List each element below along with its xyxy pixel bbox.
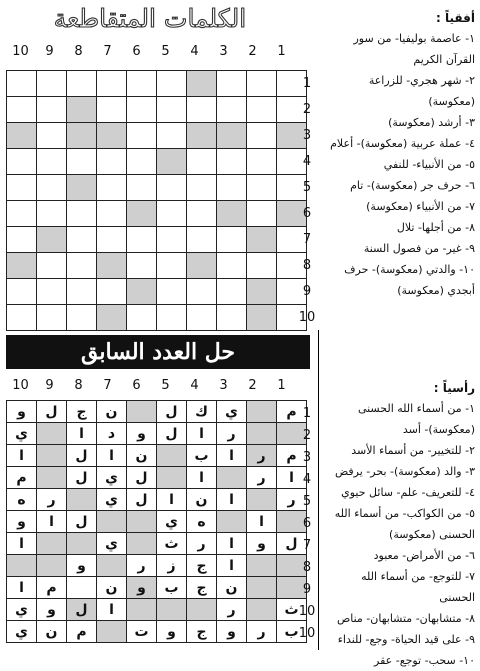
puzzle-cell-blocked [127,201,157,227]
puzzle-cell[interactable] [217,227,247,253]
clue-line: ١٠- والدتي (معكوسة)- حرف [344,263,475,276]
solution-cell: ر [277,489,307,511]
row-number: 10 [298,626,316,641]
puzzle-cell[interactable] [247,201,277,227]
solution-cell [37,423,67,445]
puzzle-cell[interactable] [97,279,127,305]
solution-cell: و [157,621,187,643]
row-number: 2 [302,428,312,443]
solution-cell [217,511,247,533]
row-number: 10 [298,310,316,325]
solution-cell: و [7,401,37,423]
puzzle-cell-blocked [67,123,97,149]
solution-cell: ه [187,511,217,533]
solution-cell: ل [127,467,157,489]
puzzle-cell[interactable] [67,71,97,97]
puzzle-cell-blocked [217,201,247,227]
solution-cell [217,467,247,489]
clue-line: ٧- للتوجع- من أسماء الله [361,570,475,583]
solution-cell [67,533,97,555]
puzzle-cell[interactable] [127,305,157,331]
solution-cell: ل [67,599,97,621]
column-number: 1 [277,378,286,393]
puzzle-cell[interactable] [7,175,37,201]
puzzle-cell[interactable] [7,97,37,123]
puzzle-cell-blocked [37,227,67,253]
solution-cell: ي [97,467,127,489]
solution-cell: ك [187,401,217,423]
solution-cell: ا [217,533,247,555]
solution-cell [157,467,187,489]
row-number: 5 [302,494,312,509]
solution-cell [127,511,157,533]
solution-cell: ن [37,621,67,643]
solution-cell: م [37,577,67,599]
solution-cell [37,555,67,577]
page-title: الكلمات المتقاطعة [53,4,247,33]
solution-cell: م [7,467,37,489]
clue-line: ٩- على قيد الحياة- وجع- للنداء [337,633,475,646]
puzzle-cell[interactable] [67,149,97,175]
puzzle-cell[interactable] [187,175,217,201]
solution-cell: ث [277,599,307,621]
solution-cell [97,621,127,643]
puzzle-cell[interactable] [127,175,157,201]
solution-cell: ر [127,555,157,577]
solution-cell: ج [187,577,217,599]
solution-cell [37,467,67,489]
solution-cell: ا [7,533,37,555]
solution-cell: د [97,423,127,445]
clue-line: ٤- عملة عربية (معكوسة)- أعلام [330,137,475,150]
puzzle-cell-blocked [247,279,277,305]
row-number: 3 [302,128,312,143]
clues-down-heading: رأسياً : [433,381,475,395]
column-number: 9 [45,378,54,393]
solution-cell [97,555,127,577]
solution-cell: ل [67,467,97,489]
puzzle-cell-blocked [187,71,217,97]
column-number: 10 [12,44,29,59]
solution-cell: ر [37,489,67,511]
puzzle-cell[interactable] [37,253,67,279]
solution-cell: و [247,533,277,555]
row-number: 9 [302,582,312,597]
puzzle-cell[interactable] [247,175,277,201]
puzzle-cell[interactable] [97,71,127,97]
puzzle-cell[interactable] [127,97,157,123]
puzzle-cell[interactable] [217,305,247,331]
solution-cell: ا [217,555,247,577]
clue-line: الحسنى [439,591,475,604]
solution-cell: ز [157,555,187,577]
previous-solution-banner: حل العدد السابق [6,335,310,369]
puzzle-cell[interactable] [157,97,187,123]
puzzle-cell[interactable] [217,149,247,175]
clue-line: ٢- شهر هجري- للزراعة (معكوسة) [368,74,475,108]
solution-cell: ل [67,511,97,533]
clue-line: ١٠- سحب- توجع- عقر [374,654,475,667]
clue-line: ٤- للتعريف- علم- سائل حيوي [341,486,475,499]
solution-cell [7,555,37,577]
puzzle-cell[interactable] [37,71,67,97]
puzzle-cell[interactable] [157,305,187,331]
solution-cell [157,599,187,621]
row-number: 8 [302,560,312,575]
row-number: 5 [302,180,312,195]
puzzle-cell[interactable] [187,97,217,123]
solution-cell: م [277,445,307,467]
puzzle-cell[interactable] [217,253,247,279]
solution-cell: ن [217,577,247,599]
puzzle-cell[interactable] [157,71,187,97]
solution-cell: ا [67,423,97,445]
solution-cell: ا [7,577,37,599]
puzzle-cell-blocked [157,149,187,175]
puzzle-cell-blocked [7,253,37,279]
puzzle-cell[interactable] [37,175,67,201]
clue-line: ٦- حرف جر (معكوسة)- تام [350,179,475,192]
solution-cell: ن [187,489,217,511]
puzzle-cell[interactable] [247,123,277,149]
puzzle-cell[interactable] [37,97,67,123]
puzzle-cell[interactable] [157,123,187,149]
puzzle-cell[interactable] [67,227,97,253]
column-divider [318,330,319,650]
solution-cell [127,599,157,621]
solution-cell: و [7,511,37,533]
row-number: 7 [302,538,312,553]
row-number: 1 [302,76,312,91]
puzzle-cell-blocked [97,123,127,149]
clue-line: ٦- من الأمراض- معبود [373,549,475,562]
solution-cell: ا [247,511,277,533]
solution-cell: ر [247,445,277,467]
puzzle-column-numbers [6,44,296,59]
puzzle-cell[interactable] [67,279,97,305]
solution-cell: ج [187,555,217,577]
puzzle-cell[interactable] [37,279,67,305]
solution-cell: ي [217,401,247,423]
solution-cell: ر [247,467,277,489]
solution-cell: ل [67,445,97,467]
puzzle-cell[interactable] [247,97,277,123]
solution-cell: ي [7,621,37,643]
solution-cell: ي [7,423,37,445]
column-number: 6 [132,44,141,59]
puzzle-cell-blocked [97,305,127,331]
puzzle-cell[interactable] [247,71,277,97]
solution-cell: ا [217,489,247,511]
solution-cell: ج [67,401,97,423]
solution-cell [157,445,187,467]
clue-line: القرآن الكريم [413,53,475,66]
solution-cell [127,401,157,423]
column-number: 4 [190,44,199,59]
solution-cell: ه [7,489,37,511]
column-number: 7 [103,378,112,393]
solution-cell: م [67,621,97,643]
column-number: 1 [277,44,286,59]
solution-cell [37,445,67,467]
row-number: 6 [302,206,312,221]
puzzle-cell[interactable] [7,201,37,227]
puzzle-cell[interactable] [7,227,37,253]
row-number: 10 [298,604,316,619]
clue-line: ٢- للتخيير- من أسماء الأسد [351,444,475,457]
clues-across [320,8,475,301]
row-number: 9 [302,284,312,299]
puzzle-cell[interactable] [187,305,217,331]
column-number: 9 [45,44,54,59]
puzzle-cell[interactable] [217,175,247,201]
column-number: 7 [103,44,112,59]
puzzle-cell[interactable] [187,279,217,305]
solution-cell: ل [157,423,187,445]
column-number: 8 [74,378,83,393]
column-number: 2 [248,378,257,393]
solution-cell: ب [157,577,187,599]
puzzle-cell[interactable] [7,305,37,331]
clue-line: أبجدي (معكوسة) [397,284,475,297]
puzzle-cell[interactable] [67,201,97,227]
solution-cell: ث [157,533,187,555]
puzzle-cell-blocked [247,305,277,331]
row-number: 1 [302,406,312,421]
solution-cell [67,489,97,511]
clue-line: ٧- من الأنبياء (معكوسة) [366,200,475,213]
solution-cell: ي [157,511,187,533]
clue-line: (معكوسة)- أسد [402,423,475,436]
puzzle-cell-blocked [187,123,217,149]
column-number: 10 [12,378,29,393]
solution-cell [37,533,67,555]
puzzle-cell-blocked [217,123,247,149]
clue-line: ١- عاصمة بوليفيا- من سور [353,32,475,45]
solution-cell: ا [37,511,67,533]
puzzle-cell[interactable] [157,227,187,253]
solution-cell [247,489,277,511]
column-number: 3 [219,44,228,59]
puzzle-cell-blocked [247,227,277,253]
puzzle-cell[interactable] [67,305,97,331]
solution-cell: ن [97,401,127,423]
puzzle-cell[interactable] [217,279,247,305]
puzzle-cell[interactable] [97,149,127,175]
solution-cell: ا [97,599,127,621]
puzzle-cell-blocked [67,97,97,123]
solution-cell: و [67,555,97,577]
column-number: 3 [219,378,228,393]
clue-line: ٥- من الأنبياء- للنفي [383,158,475,171]
solution-cell: ر [187,533,217,555]
solution-cell: ا [217,445,247,467]
column-number: 6 [132,378,141,393]
solution-cell: ل [277,533,307,555]
solution-cell: ل [37,401,67,423]
puzzle-cell[interactable] [67,253,97,279]
solution-cell [247,423,277,445]
solution-cell: ا [7,445,37,467]
row-number: 4 [302,472,312,487]
solution-cell: ي [97,533,127,555]
row-number: 2 [302,102,312,117]
puzzle-cell-blocked [97,253,127,279]
solution-grid [6,400,307,643]
solution-column-numbers [6,378,296,393]
puzzle-cell[interactable] [97,97,127,123]
clue-line: ١- من أسماء الله الحسنى [357,402,475,415]
solution-cell: ا [277,467,307,489]
solution-cell: و [127,577,157,599]
clue-line: ٨- متشابهان- متشابهان- مناص [336,612,475,625]
solution-cell: ب [187,445,217,467]
puzzle-cell[interactable] [217,71,247,97]
puzzle-cell-blocked [7,123,37,149]
puzzle-cell[interactable] [37,123,67,149]
puzzle-cell[interactable] [217,97,247,123]
row-number: 3 [302,450,312,465]
solution-cell: ر [247,621,277,643]
solution-cell: و [127,423,157,445]
solution-cell: ا [187,467,217,489]
solution-cell: ا [187,423,217,445]
solution-cell: ج [187,621,217,643]
row-number: 6 [302,516,312,531]
puzzle-cell[interactable] [247,149,277,175]
solution-cell: و [217,621,247,643]
solution-cell: م [277,401,307,423]
solution-cell: ل [157,401,187,423]
puzzle-cell[interactable] [7,149,37,175]
puzzle-cell[interactable] [97,227,127,253]
solution-cell: ا [157,489,187,511]
solution-cell [247,555,277,577]
solution-cell: ب [277,621,307,643]
column-number: 8 [74,44,83,59]
solution-cell: ن [97,577,127,599]
puzzle-cell[interactable] [97,201,127,227]
puzzle-cell[interactable] [127,253,157,279]
solution-cell: ي [7,599,37,621]
puzzle-cell[interactable] [37,305,67,331]
column-number: 5 [161,378,170,393]
row-number: 8 [302,258,312,273]
solution-cell: ت [127,621,157,643]
clue-line: ٣- والد (معكوسة)- بحر- يرفض [334,465,475,478]
solution-cell [97,511,127,533]
puzzle-cell[interactable] [187,201,217,227]
solution-cell: ر [217,599,247,621]
puzzle-cell[interactable] [127,227,157,253]
puzzle-cell[interactable] [127,71,157,97]
clue-line: ٥- من الكواكب- من أسماء الله [334,507,475,520]
puzzle-cell[interactable] [127,123,157,149]
clue-line: الحسنى (معكوسة) [389,528,475,541]
puzzle-cell[interactable] [7,279,37,305]
puzzle-cell[interactable] [37,201,67,227]
column-number: 4 [190,378,199,393]
solution-cell [187,599,217,621]
puzzle-cell[interactable] [187,149,217,175]
solution-cell: ن [127,445,157,467]
clues-across-heading: أفقياً : [436,11,475,25]
column-number: 5 [161,44,170,59]
solution-cell [247,401,277,423]
solution-cell [67,577,97,599]
solution-cell [247,599,277,621]
puzzle-cell[interactable] [157,279,187,305]
solution-cell: ل [127,489,157,511]
puzzle-cell[interactable] [127,149,157,175]
clue-line: ٣- أرشد (معكوسة) [388,116,475,129]
row-number: 7 [302,232,312,247]
row-number: 4 [302,154,312,169]
puzzle-cell[interactable] [157,175,187,201]
puzzle-cell[interactable] [157,201,187,227]
puzzle-grid [6,70,307,331]
puzzle-cell[interactable] [7,71,37,97]
puzzle-cell[interactable] [37,149,67,175]
puzzle-cell[interactable] [157,253,187,279]
clue-line: ٩- غير- من فصول السنة [363,242,475,255]
puzzle-cell-blocked [187,253,217,279]
clue-line: ٨- من أجلها- تلال [396,221,475,234]
solution-cell: ر [217,423,247,445]
solution-cell: و [37,599,67,621]
puzzle-cell-blocked [67,175,97,201]
solution-cell: ا [97,445,127,467]
puzzle-cell-blocked [127,279,157,305]
solution-cell [127,533,157,555]
column-number: 2 [248,44,257,59]
puzzle-cell[interactable] [97,175,127,201]
puzzle-cell[interactable] [247,253,277,279]
puzzle-cell[interactable] [187,227,217,253]
solution-cell [247,577,277,599]
solution-cell: ي [97,489,127,511]
clues-down [324,378,475,671]
